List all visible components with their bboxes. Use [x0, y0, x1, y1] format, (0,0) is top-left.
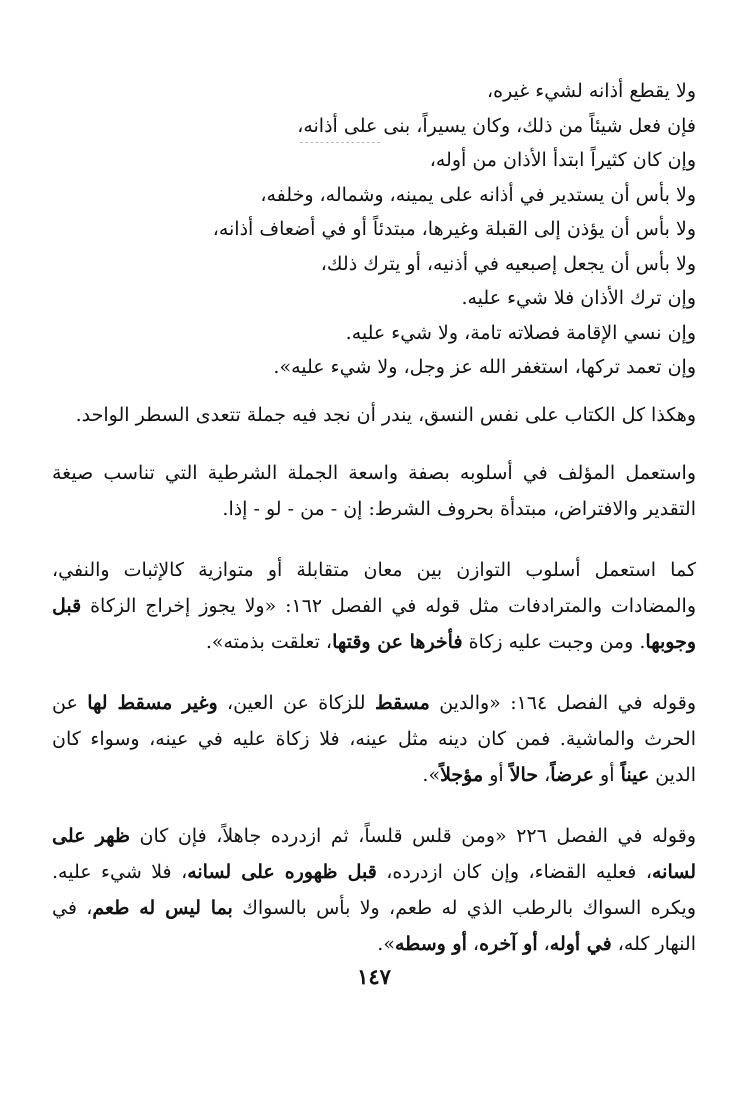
text-segment: عن الحرث والماشية. فمن كان دينه مثل عينه، فلا زكاة عليه في عينه، وسواء كان الدين: [52, 691, 696, 786]
page-number: ١٤٧: [357, 964, 391, 989]
text-segment: . ومن وجبت عليه زكاة: [462, 630, 646, 653]
bold-phrase: وغير مسقط لها: [87, 691, 218, 714]
bold-phrase: في أوله: [549, 932, 612, 955]
text-segment: ، فلا شيء عليه. ويكره السواك بالرطب الذي له طعم، ولا بأس بالسواك: [52, 860, 696, 919]
bold-phrase: فأخرها عن وقتها: [332, 630, 463, 653]
text-segment: أو: [594, 763, 621, 786]
bold-phrase: بما ليس له طعم: [92, 896, 233, 919]
bold-phrase: أو وسطه: [394, 932, 467, 955]
bold-phrase: حالاً: [509, 763, 539, 786]
text-segment: ،: [537, 932, 550, 955]
text-segment: ، فعليه القضاء، وإن كان ازدرده،: [376, 860, 652, 883]
quote-line: وإن كان كثيراً ابتدأ الأذان من أوله،: [429, 149, 696, 171]
text-segment: وقوله في الفصل ١٦٤: «والدين: [429, 691, 697, 714]
paragraph-chapter-164: [52, 685, 696, 793]
quote-line: وإن ترك الأذان فلا شيء عليه.: [461, 287, 696, 309]
bold-phrase: مؤجلاً: [440, 763, 484, 786]
bold-phrase: ظهر على لسانه: [52, 824, 696, 883]
quote-line: ولا بأس أن يستدير في أذانه على يمينه، وشماله، وخلفه،: [260, 183, 696, 206]
text-segment: ».: [377, 932, 395, 955]
text-segment: ، تعلقت بذمته».: [205, 630, 333, 653]
text-segment: ، في النهار كله،: [52, 896, 696, 955]
bold-phrase: أو آخره: [479, 932, 538, 955]
quote-line: وإن تعمد تركها، استغفر الله عز وجل، ولا شيء عليه».: [273, 356, 696, 378]
text-segment: ،: [466, 932, 480, 955]
text-segment: ».: [422, 763, 441, 786]
bold-phrase: عيناً: [620, 763, 650, 786]
bold-phrase: عرضاً: [550, 763, 595, 786]
quote-line: ولا يقطع أذانه لشيء غيره،: [486, 80, 696, 102]
paragraph-balance-style: [52, 552, 696, 660]
text-segment: أو: [483, 763, 510, 786]
bold-phrase: قبل ظهوره على لسانه: [187, 860, 377, 883]
quote-line: ولا بأس أن يجعل إصبعيه في أذنيه، أو يترك ذلك،: [320, 252, 696, 275]
paragraph-uniform-style: وهكذا كل الكتاب على نفس النسق، يندر أن نجد فيه جملة تتعدى السطر الواحد.: [75, 403, 696, 426]
quote-line: فإن فعل شيئاً من ذلك، وكان يسيراً، بنى على أذانه،: [297, 114, 696, 137]
quote-line: ولا بأس أن يؤذن إلى القبلة وغيرها، مبتدئاً أو في أضعاف أذانه،: [212, 218, 696, 240]
quoted-passage: [52, 74, 696, 385]
bold-phrase: مسقط: [375, 691, 430, 714]
text-segment: كما استعمل أسلوب التوازن بين معان متقابلة أو متوازية كالإثبات والنفي، والمضادات والمترادفات مثل قوله في الفصل ١٦٢: «ولا يجوز إخراج الزكاة: [52, 558, 697, 617]
text-segment: وقوله في الفصل ٢٢٦ «ومن قلس قلساً، ثم ازدرده جاهلاً، فإن كان: [129, 824, 696, 847]
paragraph-chapter-226: [52, 818, 696, 962]
text-segment: ،: [538, 763, 551, 786]
text-segment: للزكاة عن العين،: [217, 691, 376, 714]
bold-phrase: قبل وجوبها: [52, 594, 696, 653]
paragraph-conditional-sentences: واستعمل المؤلف في أسلوبه بصفة واسعة الجملة الشرطية التي تناسب صيغة التقدير والافتراض، مبتدأة بحروف الشرط: إن - من - لو - إذا.: [52, 461, 696, 520]
page-body: [52, 74, 696, 962]
quote-line: وإن نسي الإقامة فصلاته تامة، ولا شيء عليه.: [345, 321, 696, 344]
